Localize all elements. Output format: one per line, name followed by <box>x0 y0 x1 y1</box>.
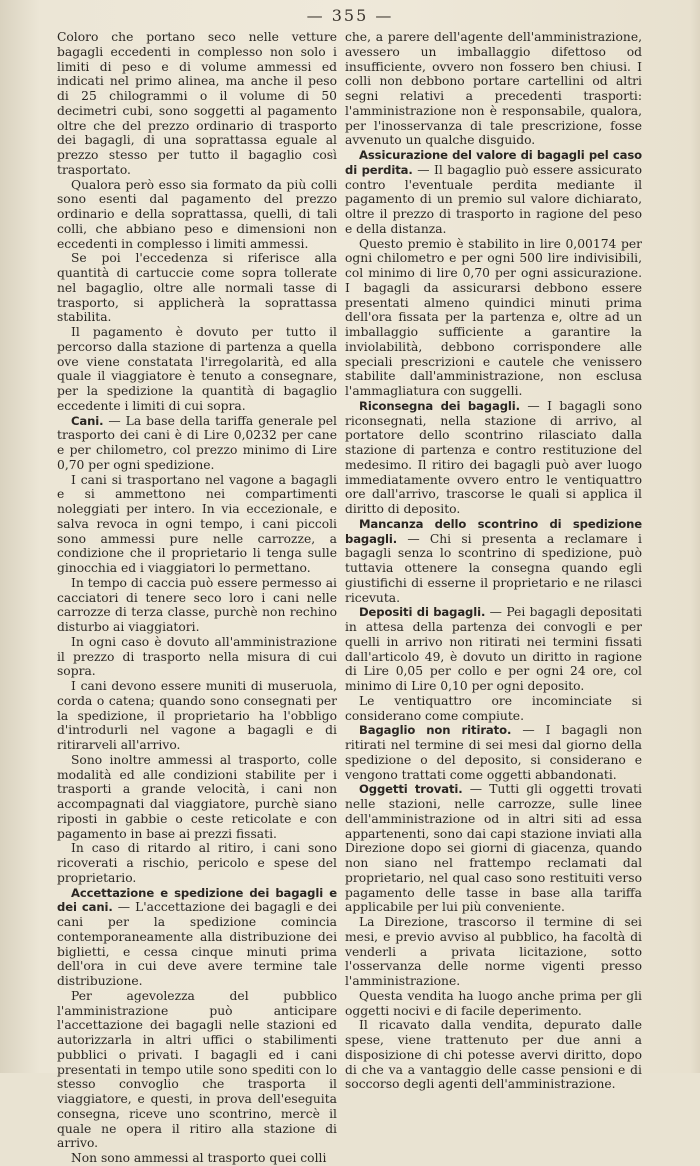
paragraph <box>345 1018 642 1092</box>
paragraph-text: Il pagamento è dovuto per tutto il percorso dalla stazione di partenza a quella ove viene constatata l'irregolarità, ed alla quale il viaggiatore è tenuto a consegnare, per la spedizione la quantità di bagaglio eccedente i limiti di cui sopra. <box>57 325 337 413</box>
paragraph-text: — Pei bagagli depositati in attesa della partenza dei convogli e per quelli in arrivo non ritirati nei termini fissati dall'articolo 49, è dovuto un diritto in ragione di Lire 0,05 per collo e per ogni 24 ore, col minimo di Lire 0,10 per ogni deposito. <box>345 605 642 693</box>
section-heading: Assicurazione del valore di bagagli pel caso di perdita. <box>345 148 642 177</box>
paragraph <box>57 841 337 885</box>
section-heading: Riconsegna dei bagagli. <box>359 398 520 413</box>
section-heading: Oggetti trovati. <box>359 782 463 797</box>
paragraph <box>57 1151 337 1166</box>
paragraph <box>57 30 337 178</box>
paragraph <box>345 989 642 1019</box>
paragraph <box>345 723 642 782</box>
paragraph-text: Questa vendita ha luogo anche prima per gli oggetti nocivi e di facile deperimento. <box>345 988 642 1018</box>
paragraph-text: Il ricavato dalla vendita, depurato dalle spese, viene trattenuto per due anni a disposizione di chi potesse avervi diritto, dopo di che va a vantaggio delle casse pensioni e di soccorso degli agenti dell'amministrazione. <box>345 1018 642 1092</box>
paragraph <box>345 148 642 237</box>
section-heading: Accettazione e spedizione dei bagagli e dei cani. <box>57 885 337 915</box>
paragraph-text: In tempo di caccia può essere permesso ai cacciatori di tenere seco loro i cani nelle carrozze di terza classe, purchè non rechino disturbo ai viaggiatori. <box>57 575 337 634</box>
section-heading: Bagaglio non ritirato. <box>359 723 512 738</box>
paragraph <box>345 517 642 606</box>
paragraph-text: — La base della tariffa generale pel trasporto dei cani è di Lire 0,0232 per cane e per chilometro, col prezzo minimo di Lire 0,70 per ogni spedizione. <box>57 413 337 472</box>
paragraph <box>57 576 337 635</box>
paragraph <box>345 399 642 517</box>
page-number: — 355 — <box>306 6 394 25</box>
paragraph-text: Non sono ammessi al trasporto quei colli <box>71 1151 327 1165</box>
paragraph-text: che, a parere dell'agente dell'amministrazione, avessero un imballaggio difettoso od insufficiente, ovvero non fossero ben chiusi. I colli non debbono portare cartellini od altri segni relativi a precedenti trasporti: l'amministrazione non è responsabile, qualora, per l'inosservanza di tale prescrizione, fosse avvenuto un qualche disguido. <box>345 30 642 148</box>
paragraph <box>345 237 642 399</box>
paragraph-text: Sono inoltre ammessi al trasporto, colle modalità ed alle condizioni stabilite per i trasporti a grande velocità, i cani non accompagnati dal viaggiatore, purchè siano riposti in gabbie o ceste reticolate e con pagamento in base ai prezzi fissati. <box>57 752 337 841</box>
paragraph-text: — L'accettazione dei bagagli e dei cani per la spedizione comincia contemporaneamente alla distribuzione dei biglietti, e cessa cinque minuti prima dell'ora in cui deve avere termine tale distribuzione. <box>57 900 337 988</box>
paragraph-text: — I bagagli sono riconsegnati, nella stazione di arrivo, al portatore dello scontrino rilasciato dalla stazione di partenza e contro restituzione del medesimo. Il ritiro dei bagagli può aver luogo immediatamente ovvero entro le ventiquattro ore dall'arrivo, trascorse le quali si applica il diritto di deposito. <box>345 398 642 516</box>
paragraph <box>345 30 642 148</box>
paragraph-text: La Direzione, trascorso il termine di sei mesi, e previo avviso al pubblico, ha facoltà di venderli a privata licitazione, sotto l'osservanza delle norme vigenti presso l'amministrazione. <box>345 915 642 988</box>
paragraph-text: In caso di ritardo al ritiro, i cani sono ricoverati a rischio, pericolo e spese del proprietario. <box>57 841 337 885</box>
paragraph <box>57 989 337 1151</box>
paragraph <box>57 325 337 414</box>
paragraph-text: — Il bagaglio può essere assicurato contro l'eventuale perdita mediante il pagamento di un premio sul valore dichiarato, oltre il prezzo di trasporto in ragione del peso e della distanza. <box>345 162 643 236</box>
paragraph-text: Per agevolezza del pubblico l'amministrazione può anticipare l'accettazione dei bagagli nelle stazioni ed autorizzarla in altri uffici o stabilimenti pubblici o privati. I bagagli ed i cani presentati in tempo utile sono spediti con lo stesso convoglio che trasporta il viaggiatore, e questi, in prova dell'eseguita consegna, riceve uno scontrino, mercè il quale ne opera il ritiro alla stazione di arrivo. <box>57 988 337 1151</box>
paragraph <box>57 251 337 325</box>
paragraph <box>57 679 337 753</box>
paragraph <box>345 915 642 989</box>
paragraph <box>57 753 337 842</box>
paragraph <box>57 414 337 473</box>
paragraph <box>345 782 642 915</box>
section-heading: Depositi di bagagli. <box>359 605 486 620</box>
paragraph-text: Le ventiquattro ore incominciate si considerano come compiute. <box>345 693 642 723</box>
paragraph <box>57 635 337 679</box>
paragraph-text: — Tutti gli oggetti trovati nelle stazioni, nelle carrozze, sulle linee dell'amministrazione od in altri siti ad essa appartenenti, sono dai capi stazione inviati alla Direzione dopo sei giorni di giacenza, quando non siano nel frattempo reclamati dal proprietario, nel qual caso sono restituiti verso pagamento delle tasse in base alla tariffa applicabile per lui più conveniente. <box>345 782 642 915</box>
paragraph-text: I cani devono essere muniti di museruola, corda o catena; quando sono consegnati per la spedizione, il proprietario ha l'obbligo d'introdurli nel vagone a bagagli e di ritirarveli all'arrivo. <box>57 679 337 752</box>
paragraph-text: I cani si trasportano nel vagone a bagagli e si ammettono nei compartimenti noleggiati per intero. In via eccezionale, e salva revoca in ogni tempo, i cani piccoli sono ammessi pure nelle carrozze, a condizione che il proprietario li tenga sulle ginocchia ed i viaggiatori lo permettano. <box>57 472 337 575</box>
paragraph-text: Se poi l'eccedenza si riferisce alla quantità di cartuccie come sopra tollerate nel bagaglio, oltre alle normali tasse di trasporto, si applicherà la soprattassa stabilita. <box>57 251 337 325</box>
paragraph-text: — I bagagli non ritirati nel termine di sei mesi dal giorno della spedizione o del deposito, si considerano e vengono trattati come oggetti abbandonati. <box>345 723 642 782</box>
paragraph <box>57 473 337 576</box>
right-column <box>345 30 642 1092</box>
paragraph <box>345 605 642 694</box>
paragraph <box>57 886 337 989</box>
section-heading: Mancanza dello scontrino di spedizione bagagli. <box>345 516 642 546</box>
paragraph <box>345 694 642 724</box>
paragraph-text: Coloro che portano seco nelle vetture bagagli eccedenti in complesso non solo i limiti di peso e di volume ammessi ed indicati nel primo alinea, ma anche il peso di 25 chilogrammi o il volume di 50 decimetri cubi, sono soggetti al pagamento oltre che del prezzo ordinario di trasporto dei bagagli, di una soprattassa eguale al prezzo stesso per tutto il bagaglio così trasportato. <box>57 30 337 177</box>
paragraph <box>57 178 337 252</box>
paragraph-text: Qualora però esso sia formato da più colli sono esenti dal pagamento del prezzo ordinario e della soprattassa, quelli, di tali colli, che abbiano peso e dimensioni non eccedenti in complesso i limiti ammessi. <box>57 177 337 251</box>
paragraph-text: Questo premio è stabilito in lire 0,00174 per ogni chilometro e per ogni 500 lire indivisibili, col minimo di lire 0,70 per ogni assicurazione. I bagagli da assicurarsi debbono essere presentati almeno quindici minuti prima dell'ora fissata per la partenza e, oltre ad un imballaggio sufficiente a garantire la inviolabilità, debbono corrispondere alle speciali prescrizioni e cautele che venissero stabilite dall'amministrazione, non esclusa l'ammagliatura con suggelli. <box>345 236 642 398</box>
left-column <box>57 30 337 1166</box>
section-heading: Cani. <box>71 413 104 428</box>
paragraph-text: — Chi si presenta a reclamare i bagagli senza lo scontrino di spedizione, può tuttavia ottenere la consegna quando egli giustifichi di esserne il proprietario e ne rilasci ricevuta. <box>345 531 642 605</box>
paragraph-text: In ogni caso è dovuto all'amministrazione il prezzo di trasporto nella misura di cui sopra. <box>57 634 337 679</box>
